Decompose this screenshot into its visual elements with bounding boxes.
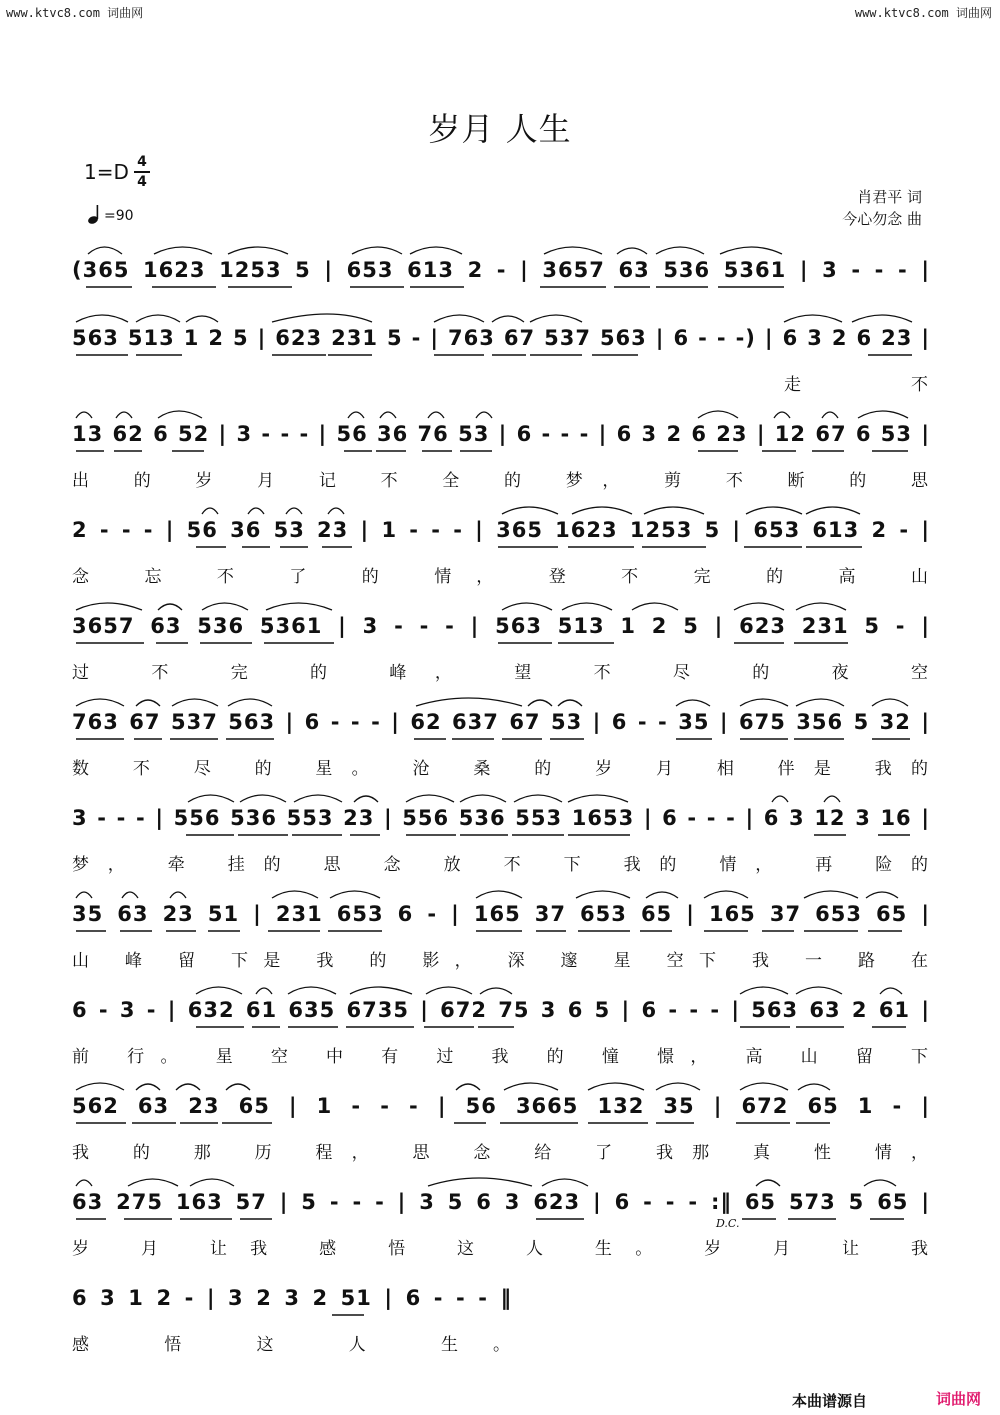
music-line: 563 513 1 2 5 | 623 231 5 - | 763 67 537 563 | 6 - - -) | 6 3 2 6 23 | (72, 326, 930, 350)
lyric-line: 前 行。 星 空 中 有 过 我 的 憧 憬， 高 山 留 下 (72, 1047, 930, 1066)
lyric-line: 我 的 那 历 程， 思 念 给 了 我那 真 性 情， (72, 1143, 930, 1162)
beam-lines (72, 1218, 930, 1224)
slur-marks (72, 1170, 930, 1188)
music-line: 35 63 23 51 | 231 653 6 - | 165 37 653 65 | 165 37 653 65 | (72, 902, 930, 926)
slur-marks (72, 1074, 930, 1092)
time-signature-top: 4 (137, 154, 147, 170)
source-note: 本曲谱源自 (792, 1392, 868, 1410)
score-system (72, 798, 930, 888)
music-line: 562 63 23 65 | 1 - - - | 56 3665 132 35 | 672 65 1 - | (72, 1094, 930, 1118)
dc-marking: D.C. (716, 1217, 740, 1230)
score-system (72, 510, 930, 600)
beam-lines (72, 834, 930, 840)
lyricist-credit: 肖君平 词 (857, 188, 922, 206)
composer-credit: 今心勿念 曲 (842, 210, 922, 228)
beam-lines (72, 546, 930, 552)
beam-lines (72, 354, 930, 360)
music-line: 3657 63 536 5361 | 3 - - - | 563 513 1 2 5 | 623 231 5 - | (72, 614, 930, 638)
score-system (72, 1086, 930, 1176)
score-system (72, 606, 930, 696)
beam-lines (72, 930, 930, 936)
slur-marks (72, 238, 930, 256)
lyric-line: 感 悟 这 人 生。 (72, 1335, 512, 1354)
brand-logo: 词曲网 (936, 1390, 982, 1408)
score-system (72, 318, 930, 408)
beam-lines (72, 450, 930, 456)
lyric-line: 过 不 完 的 峰， 望 不 尽 的 夜 空 (72, 663, 930, 682)
watermark-left: www.ktvc8.com 词曲网 (6, 6, 144, 20)
lyric-line: 岁 月 让我 感 悟 这 人 生。 岁 月 让 我 (72, 1239, 930, 1258)
beam-lines (72, 1122, 930, 1128)
score-system (72, 990, 930, 1080)
lyric-line: 走 不 (784, 375, 930, 394)
score-system (72, 702, 930, 792)
lyric-line: 山 峰 留 下是 我 的 影， 深 邃 星 空下 我 一 路 在 (72, 951, 930, 970)
slur-marks (72, 594, 930, 612)
slur-marks (72, 498, 930, 516)
tempo-marking: =90 (104, 208, 134, 224)
music-line: 3 - - - | 556 536 553 23 | 556 536 553 1653 | 6 - - - | 6 3 12 3 16 | (72, 806, 930, 830)
score-system (72, 1182, 930, 1272)
slur-marks (72, 402, 930, 420)
score-system (72, 414, 930, 504)
slur-marks (72, 786, 930, 804)
slur-marks (72, 978, 930, 996)
song-title: 岁月 人生 (428, 110, 572, 148)
beam-lines (72, 642, 930, 648)
lyric-line: 念 忘 不 了 的 情， 登 不 完 的 高 山 (72, 567, 930, 586)
key-signature: 1=D (84, 160, 129, 184)
time-signature-bottom: 4 (137, 174, 147, 190)
slur-marks (72, 690, 930, 708)
beam-lines (72, 1026, 930, 1032)
music-line: (365 1623 1253 5 | 653 613 2 - | 3657 63 536 5361 | 3 - - - | (72, 258, 930, 282)
slur-marks (72, 882, 930, 900)
lyric-line: 数 不 尽 的 星。 沧 桑 的 岁 月 相 伴是 我的 (72, 759, 930, 778)
music-line: 763 67 537 563 | 6 - - - | 62 637 67 53 | 6 - - 35 | 675 356 5 32 | (72, 710, 930, 734)
score-system (72, 894, 930, 984)
watermark-right: www.ktvc8.com 词曲网 (854, 6, 992, 20)
beam-lines (72, 286, 930, 292)
score-system (72, 1278, 512, 1368)
slur-marks (72, 306, 930, 324)
lyric-line: 出 的 岁 月 记 不 全 的 梦， 剪 不 断 的 思 (72, 471, 930, 490)
beam-lines (72, 1314, 512, 1320)
music-line: 6 - 3 - | 632 61 635 6735 | 672 75 3 6 5 | 6 - - - | 563 63 2 61 | (72, 998, 930, 1022)
beam-lines (72, 738, 930, 744)
music-line: 6 3 1 2 - | 3 2 3 2 51 | 6 - - - ‖ (72, 1286, 512, 1310)
music-line: 13 62 6 52 | 3 - - - | 56 36 76 53 | 6 - - - | 6 3 2 6 23 | 12 67 6 53 | (72, 422, 930, 446)
music-line: 63 275 163 57 | 5 - - - | 3 5 6 3 623 | 6 - - - :‖ 65 573 5 65 | (72, 1190, 930, 1214)
music-line: 2 - - - | 56 36 53 23 | 1 - - - | 365 1623 1253 5 | 653 613 2 - | (72, 518, 930, 542)
lyric-line: 梦， 牵 挂的 思 念 放 不 下 我的 情， 再 险的 (72, 855, 930, 874)
